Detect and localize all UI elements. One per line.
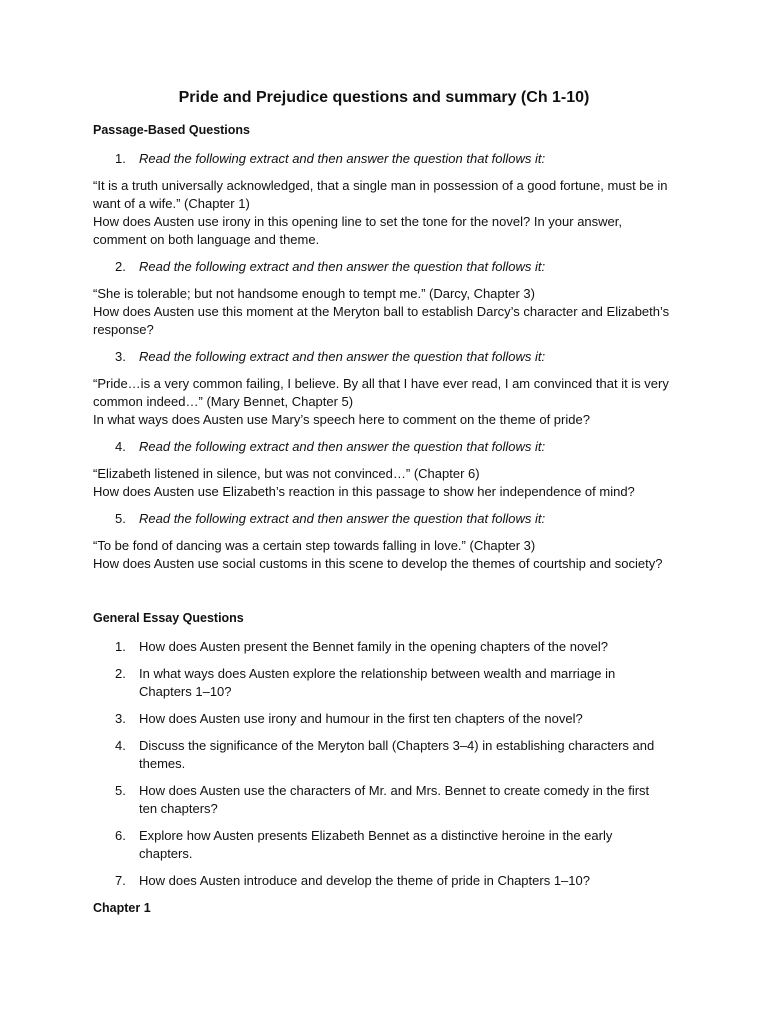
essay-question-text: How does Austen use the characters of Mr. and Mrs. Bennet to create comedy in the first ten chapters? — [139, 783, 650, 816]
passage-question-instruction: Read the following extract and then answer the question that follows it: — [139, 259, 546, 274]
passage-question-text: How does Austen use irony in this opening line to set the tone for the novel? In your answer, comment on both language and theme. — [93, 214, 622, 247]
essay-question-text: How does Austen introduce and develop the theme of pride in Chapters 1–10? — [139, 873, 590, 888]
passage-question-text: How does Austen use Elizabeth’s reaction in this passage to show her independence of mind? — [93, 484, 635, 499]
passage-extract: “Elizabeth listened in silence, but was not convinced…” (Chapter 6) — [93, 466, 480, 481]
passage-question-text: In what ways does Austen use Mary’s speech here to comment on the theme of pride? — [93, 412, 590, 427]
essay-question-text: In what ways does Austen explore the relationship between wealth and marriage in Chapters 1–10? — [139, 666, 616, 699]
passage-question-number: 3. — [115, 349, 126, 364]
passage-question-text: How does Austen use this moment at the Meryton ball to establish Darcy’s character and Elizabeth’s response? — [93, 304, 670, 337]
passage-question-5-body — [93, 537, 675, 573]
essay-questions-heading: General Essay Questions — [93, 611, 244, 625]
list-item — [93, 737, 675, 773]
passage-questions-heading: Passage-Based Questions — [93, 123, 251, 137]
essay-question-text: How does Austen present the Bennet family in the opening chapters of the novel? — [139, 639, 609, 654]
list-item — [93, 872, 675, 890]
passage-question-2-body — [93, 285, 675, 339]
passage-question-instruction: Read the following extract and then answer the question that follows it: — [139, 439, 546, 454]
passage-question-number: 5. — [115, 511, 126, 526]
essay-question-number: 7. — [115, 873, 126, 888]
passage-question-instruction: Read the following extract and then answer the question that follows it: — [139, 151, 546, 166]
passage-question-instruction: Read the following extract and then answer the question that follows it: — [139, 511, 546, 526]
list-item — [93, 782, 675, 818]
passage-question-text: How does Austen use social customs in this scene to develop the themes of courtship and society? — [93, 556, 663, 571]
essay-question-number: 4. — [115, 738, 126, 753]
essay-question-text: Discuss the significance of the Meryton ball (Chapters 3–4) in establishing characters and themes. — [139, 738, 655, 771]
section-spacer — [93, 582, 675, 609]
passage-question-4-body — [93, 465, 675, 501]
essay-question-number: 6. — [115, 828, 126, 843]
passage-question-instruction: Read the following extract and then answer the question that follows it: — [139, 349, 546, 364]
essay-question-number: 5. — [115, 783, 126, 798]
passage-question-1-body — [93, 177, 675, 249]
passage-extract: “It is a truth universally acknowledged, that a single man in possession of a good fortune, must be in want of a wife.” (Chapter 1) — [93, 178, 668, 211]
passage-question-5-instruction-row — [93, 510, 675, 528]
passage-question-3-instruction-row — [93, 348, 675, 366]
passage-extract: “Pride…is a very common failing, I believe. By all that I have ever read, I am convinced that it is very common indeed…” (Mary Bennet, Chapter 5) — [93, 376, 669, 409]
passage-question-1-instruction-row — [93, 150, 675, 168]
essay-question-text: How does Austen use irony and humour in the first ten chapters of the novel? — [139, 711, 583, 726]
essay-question-number: 1. — [115, 639, 126, 654]
passage-question-number: 2. — [115, 259, 126, 274]
list-item — [93, 638, 675, 656]
essay-question-list — [93, 638, 675, 890]
passage-question-2-instruction-row — [93, 258, 675, 276]
passage-question-number: 4. — [115, 439, 126, 454]
passage-extract: “To be fond of dancing was a certain step towards falling in love.” (Chapter 3) — [93, 538, 536, 553]
passage-question-3-body — [93, 375, 675, 429]
passage-question-number: 1. — [115, 151, 126, 166]
passage-question-4-instruction-row — [93, 438, 675, 456]
chapter-heading: Chapter 1 — [93, 901, 151, 915]
list-item — [93, 665, 675, 701]
document-title: Pride and Prejudice questions and summary (Ch 1-10) — [178, 89, 590, 106]
list-item — [93, 710, 675, 728]
essay-question-number: 2. — [115, 666, 126, 681]
passage-extract: “She is tolerable; but not handsome enough to tempt me.” (Darcy, Chapter 3) — [93, 286, 535, 301]
list-item — [93, 827, 675, 863]
essay-question-text: Explore how Austen presents Elizabeth Bennet as a distinctive heroine in the early chapters. — [139, 828, 613, 861]
essay-question-number: 3. — [115, 711, 126, 726]
